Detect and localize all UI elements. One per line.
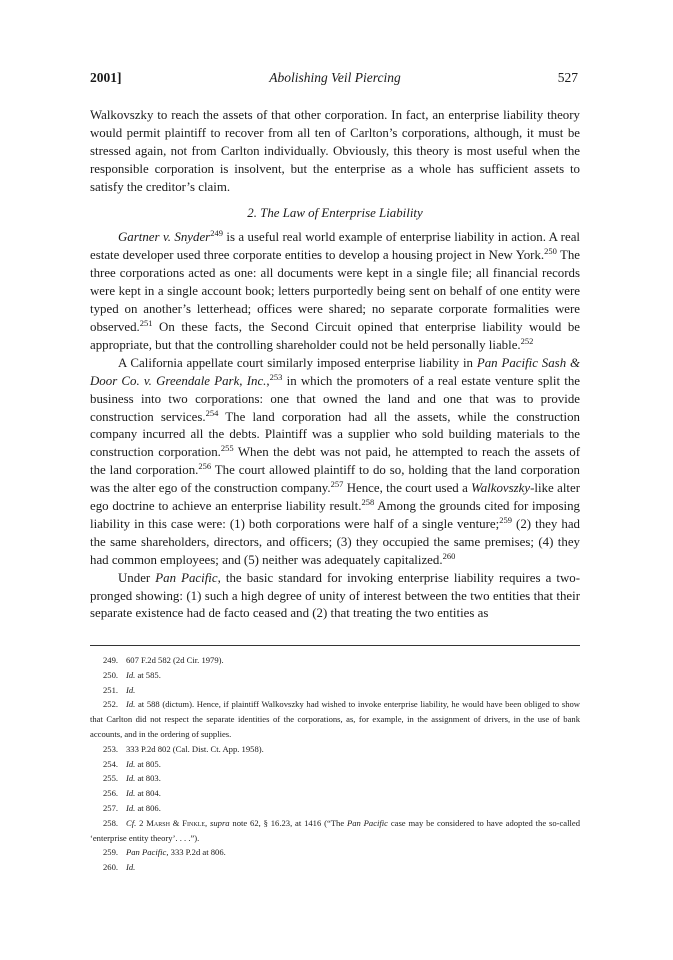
footnote-ref[interactable]: 252 [520, 335, 534, 346]
footnote: 258. Cf. 2 Marsh & Finkle, supra note 62, § 16.23, at 1416 (“The Pan Pacific case may be considered to have adopted the so-called ‘enterprise entity theory’. . . .”). [90, 817, 581, 843]
paragraph: A California appellate court similarly imposed enterprise liability in Pan Pacific Sash & Door Co. v. Greendale Park, Inc.,$^{253}$ in which the promoters of a real estate venture split the business into two corporations: one that owned the land and one that was to provide construction services.$^{254}$ The land corporation had all the assets, while the construction company incurred all the debts. Plaintiff was a supplier who sold building materials to the construction corporation.$^{255}$ When the debt was not paid, he attempted to reach the assets of the land corporation.$^{256}$ The court allowed plaintiff to do so, holding that the land corporation was the alter ego of the construction company.$^{257}$ Hence, the court used a Walkovszky-like alter ego doctrine to achieve an enterprise liability result.$^{258}$ Among the grounds cited for imposing liability in this case were: (1) both corporations were half of a single venture;$^{259}$ (2) they had the same shareholders, directors, and officers; (3) they occupied the same premises; (4) they had common employees; and (5) neither was adequately capitalized.$^{260}$ [90, 355, 580, 567]
header-title: Abolishing Veil Piercing [269, 70, 401, 85]
footnote: 256. Id. at 804. [103, 788, 161, 799]
paragraph: Under Pan Pacific, the basic standard for invoking enterprise liability requires a two-pronged showing: (1) such a high degree of unity of interest between the two entities that their separate existence had de facto ceased and (2) that treating the two entities as [90, 570, 581, 621]
footnote-ref[interactable]: 254 [205, 407, 219, 418]
case-name: Pan Pacific [155, 570, 218, 585]
footnote: 250. Id. at 585. [103, 669, 161, 680]
running-header [90, 70, 580, 90]
footnote-ref[interactable]: 258 [361, 497, 375, 508]
body-text [90, 107, 580, 623]
footnote: 257. Id. at 806. [103, 802, 161, 813]
footnote: 251. Id. [103, 684, 136, 695]
footnote-ref[interactable]: 257 [330, 479, 344, 490]
footnotes [90, 653, 580, 875]
footnote-divider [90, 645, 580, 646]
footnote-ref[interactable]: 253 [269, 371, 283, 382]
footnote: 253. 333 P.2d 802 (Cal. Dist. Ct. App. 1958). [103, 743, 264, 754]
footnote-ref[interactable]: 259 [499, 514, 512, 525]
footnote: 249. 607 F.2d 582 (2d Cir. 1979). [103, 655, 224, 665]
footnote-ref[interactable]: 256 [198, 461, 212, 472]
paragraph: Gartner v. Snyder$^{249}$ is a useful real world example of enterprise liability in action. A real estate developer used three corporate entities to develop a housing project in New York.$^{250}$ The three corporations acted as one: all documents were kept in a single file; all financial records were kept in a single account book; letters purportedly being sent on behalf of one entity were typed on another’s letterhead; offices were shared; no separate corporate formalities were observed.$^{251}$ On these facts, the Second Circuit opined that enterprise liability would be appropriate, but that the controlling shareholder could not be held personally liable.$^{252}$ [90, 228, 581, 352]
footnote: 259. Pan Pacific, 333 P.2d at 806. [103, 847, 226, 858]
case-name: Gartner v. Snyder [118, 230, 211, 245]
footnote-ref[interactable]: 255 [220, 443, 234, 454]
footnote-ref[interactable]: 260 [442, 550, 456, 561]
section-heading: 2. The Law of Enterprise Liability [247, 205, 423, 220]
footnote: 255. Id. at 803. [103, 773, 161, 784]
footnote-ref[interactable]: 251 [139, 317, 153, 328]
footnote: 254. Id. at 805. [103, 758, 161, 769]
case-name: Walkovszky [471, 481, 531, 496]
case-name: Pan Pacific Sash & Door Co. v. Greendale Park, Inc. [90, 355, 580, 388]
footnote-ref[interactable]: 250 [544, 246, 557, 257]
footnote: 252. Id. at 588 (dictum). Hence, if plaintiff Walkovszky had wished to invoke enterprise liability, he would have been obliged to show that Carlton did not respect the separate identities of the corporations, as, for example, in the assignment of drivers, in the use of bank accounts, and in the ordering of supplies. [90, 699, 580, 739]
page-number: 527 [557, 70, 578, 85]
footnote-ref[interactable]: 249 [210, 228, 223, 239]
footnote: 260. Id. [103, 862, 136, 873]
header-year: 2001] [90, 70, 122, 85]
paragraph: Walkovszky to reach the assets of that other corporation. In fact, an enterprise liability theory would permit plaintiff to recover from all ten of Carlton’s corporations, although, it must be stressed again, not from Carlton individually. Obviously, this theory is most useful when the responsible corporation is insolvent, but the enterprise as a whole has sufficient assets to satisfy the creditor’s claim. [90, 108, 580, 194]
